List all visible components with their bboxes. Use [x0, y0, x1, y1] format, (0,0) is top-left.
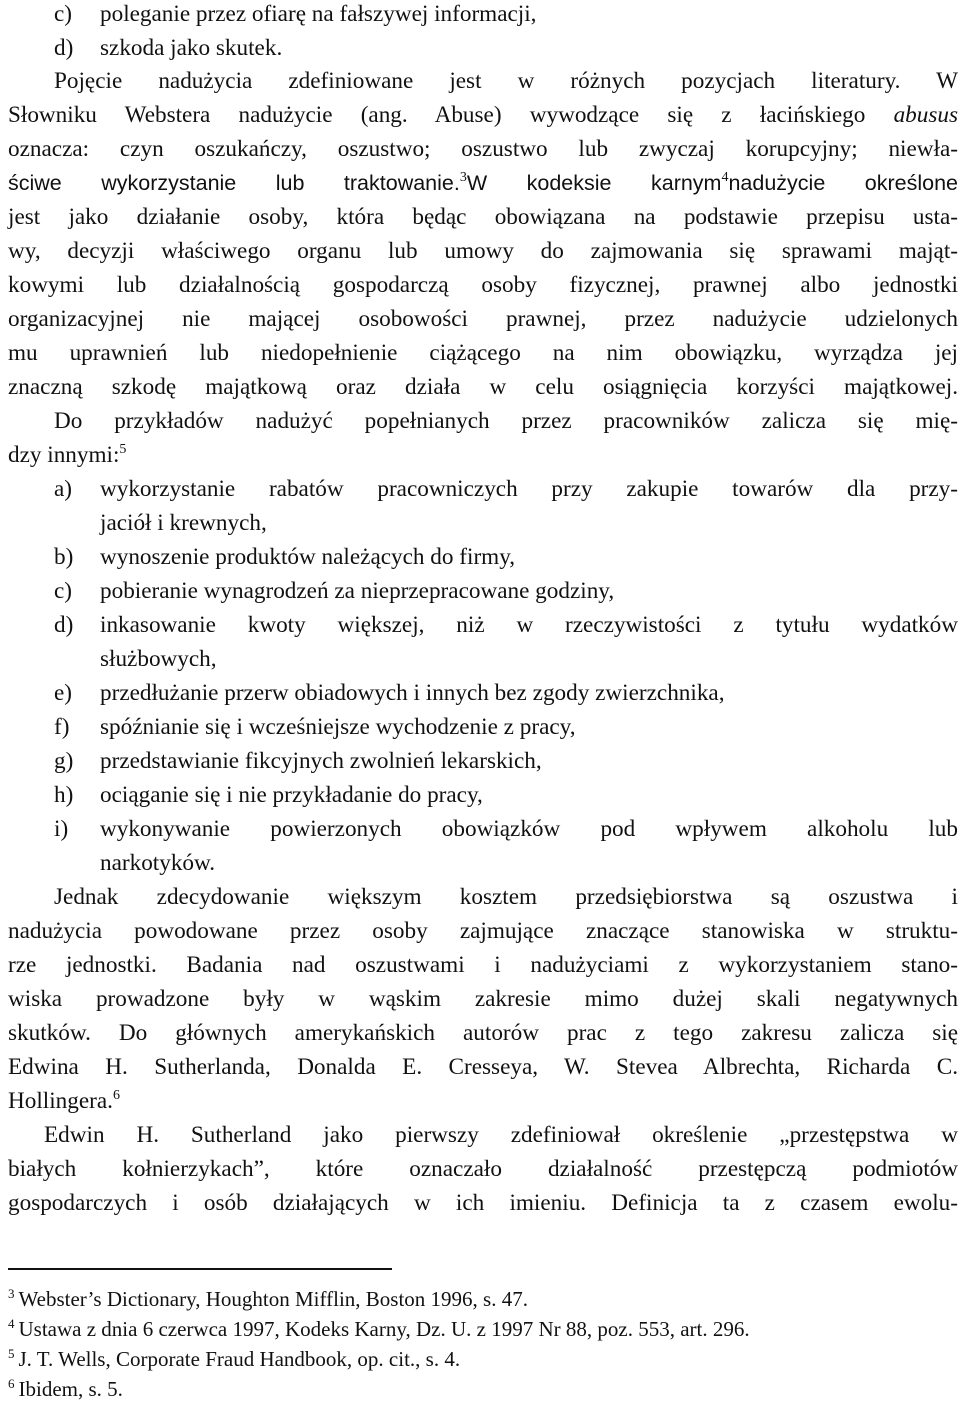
footnote-separator [8, 1268, 392, 1270]
footnote-ref: 4 [721, 170, 729, 185]
footnote: $^6$ Ibidem, s. 5. [8, 1376, 123, 1401]
paragraph-line: wiska prowadzone były w wąskim zakresie mimo dużej skali negatywnych [8, 986, 958, 1012]
paragraph-line: jest jako działanie osoby, która będąc obowiązana na podstawie przepisu usta- [8, 204, 958, 230]
list-item: c) pobieranie wynagrodzeń za nieprzepracowane godziny, [54, 578, 615, 604]
footnote: $^3$ Webster’s Dictionary, Houghton Mifflin, Boston 1996, s. 47. [8, 1286, 528, 1311]
footnote-ref: 6 [112, 1088, 120, 1103]
footnote: $^5$ J. T. Wells, Corporate Fraud Handbook, op. cit., s. 4. [8, 1346, 461, 1371]
list-item: a) wykorzystanie rabatów pracowniczych przy zakupie towarów dla przy- [54, 476, 958, 502]
paragraph-line: oznacza: czyn oszukańczy, oszustwo; oszustwo lub zwyczaj korupcyjny; niewła- [8, 136, 958, 162]
paragraph-line: skutków. Do głównych amerykańskich autorów prac z tego zakresu zalicza się [8, 1020, 958, 1046]
paragraph-line: Pojęcie nadużycia zdefiniowane jest w różnych pozycjach literatury. W [54, 68, 958, 94]
list-item: d) szkoda jako skutek. [54, 35, 283, 61]
paragraph-line: Edwin H. Sutherland jako pierwszy zdefiniował określenie „przestępstwa w [44, 1122, 958, 1148]
list-item: i) wykonywanie powierzonych obowiązków pod wpływem alkoholu lub [54, 816, 958, 842]
list-item: h) ociąganie się i nie przykładanie do pracy, [54, 782, 483, 808]
paragraph-line: nadużycia powodowane przez osoby zajmujące znaczące stanowiska w struktu- [8, 918, 958, 944]
footnote-ref: 5 [119, 442, 127, 457]
list-item: f) spóźnianie się i wcześniejsze wychodzenie z pracy, [54, 714, 576, 740]
list-item-continuation: służbowych, [100, 646, 217, 672]
list-item-continuation: jaciół i krewnych, [100, 510, 267, 536]
paragraph-line: wy, decyzji właściwego organu lub umowy do zajmowania się sprawami mająt- [8, 238, 958, 264]
list-item: d) inkasowanie kwoty większej, niż w rzeczywistości z tytułu wydatków [54, 612, 958, 638]
paragraph-line: gospodarczych i osób działających w ich imieniu. Definicja ta z czasem ewolu- [8, 1190, 958, 1216]
paragraph-line: kowymi lub działalnością gospodarczą osoby fizycznej, prawnej albo jednostki [8, 272, 958, 298]
paragraph-line: ściwe wykorzystanie lub traktowanie.$^3$W kodeksie karnym$^4$nadużycie określone [8, 170, 958, 195]
paragraph-line: Jednak zdecydowanie większym kosztem przedsiębiorstwa są oszustwa i [54, 884, 958, 910]
paragraph-line: mu uprawnień lub niedopełnienie ciążącego na nim obowiązku, wyrządza jej [8, 340, 958, 366]
paragraph-line: Hollingera.$^6$ [8, 1088, 120, 1114]
paragraph-line: znaczną szkodę majątkową oraz działa w celu osiągnięcia korzyści majątkowej. [8, 374, 958, 400]
footnote-ref: 3 [459, 170, 467, 185]
list-item: e) przedłużanie przerw obiadowych i innych bez zgody zwierzchnika, [54, 680, 725, 706]
list-item: b) wynoszenie produktów należących do firmy, [54, 544, 516, 570]
paragraph-line: organizacyjnej nie mającej osobowości prawnej, przez nadużycie udzielonych [8, 306, 958, 332]
paragraph-line: Do przykładów nadużyć popełnianych przez pracowników zalicza się mię- [54, 408, 958, 434]
footnote: $^4$ Ustawa z dnia 6 czerwca 1997, Kodeks Karny, Dz. U. z 1997 Nr 88, poz. 553, art. 296. [8, 1316, 750, 1341]
list-item: g) przedstawianie fikcyjnych zwolnień lekarskich, [54, 748, 542, 774]
paragraph-line: białych kołnierzykach”, które oznaczało działalność przestępczą podmiotów [8, 1156, 958, 1182]
paragraph-line: dzy innymi:$^5$ [8, 442, 127, 468]
paragraph-line: Edwina H. Sutherlanda, Donalda E. Cresseya, W. Stevea Albrechta, Richarda C. [8, 1054, 958, 1080]
paragraph-line: Słowniku Webstera nadużycie (ang. Abuse) wywodzące się z łacińskiego abusus [8, 102, 958, 128]
paragraph-line: rze jednostki. Badania nad oszustwami i nadużyciami z wykorzystaniem stano- [8, 952, 958, 978]
list-item: c) poleganie przez ofiarę na fałszywej informacji, [54, 1, 537, 27]
list-item-continuation: narkotyków. [100, 850, 216, 876]
